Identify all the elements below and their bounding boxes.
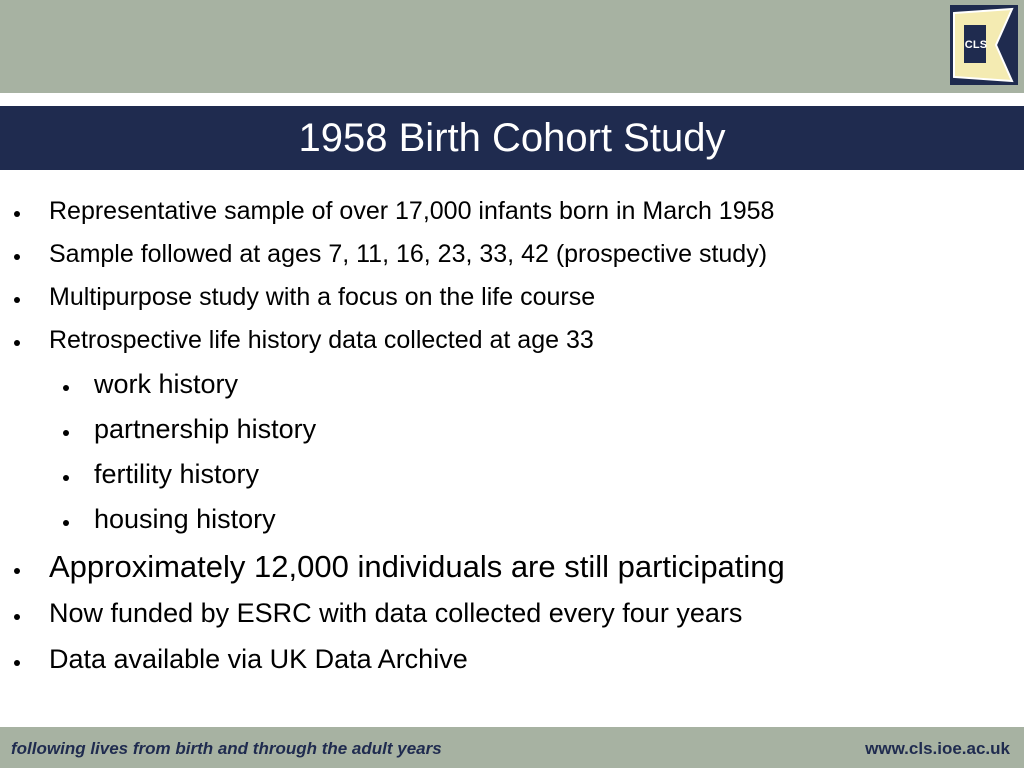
sub-bullet-item [0, 368, 1024, 408]
sub-bullet-text: fertility history [94, 459, 260, 489]
bullet-text: Retrospective life history data collected at age 33 [49, 326, 594, 354]
sub-bullet-item [0, 458, 1024, 498]
bullet-text: Now funded by ESRC with data collected every four years [49, 598, 743, 628]
bullet-dot [14, 614, 20, 620]
bullet-dot [14, 340, 20, 346]
bullet-item [0, 239, 1024, 279]
bullet-text: Multipurpose study with a focus on the life course [49, 283, 596, 311]
footer-tagline: following lives from birth and through the adult years [11, 739, 442, 758]
sub-bullet-text: housing history [94, 504, 276, 534]
logo-text: CLS [964, 39, 988, 51]
bullet-item [0, 597, 1024, 637]
sub-bullet-item [0, 503, 1024, 543]
bullet-item [0, 549, 1024, 589]
bullet-item [0, 196, 1024, 236]
bullet-dot [14, 660, 20, 666]
bullet-text: Data available via UK Data Archive [49, 644, 468, 674]
sub-bullet-text: work history [94, 369, 239, 399]
bullet-dot [63, 385, 69, 391]
bullet-dot [63, 430, 69, 436]
bullet-dot [14, 254, 20, 260]
bullet-dot [14, 211, 20, 217]
bullet-item [0, 282, 1024, 322]
bullet-item [0, 325, 1024, 365]
sub-bullet-item [0, 413, 1024, 453]
bullet-text: Approximately 12,000 individuals are still participating [49, 549, 785, 584]
bullet-text: Sample followed at ages 7, 11, 16, 23, 33, 42 (prospective study) [49, 240, 768, 268]
bullet-dot [14, 568, 20, 574]
bullet-item [0, 643, 1024, 683]
footer-url[interactable]: www.cls.ioe.ac.uk [865, 739, 1010, 758]
sub-bullet-text: partnership history [94, 414, 317, 444]
bullet-dot [14, 297, 20, 303]
slide-title: 1958 Birth Cohort Study [298, 116, 726, 160]
bullet-text: Representative sample of over 17,000 infants born in March 1958 [49, 197, 775, 225]
footer-band [0, 727, 1024, 768]
bullet-dot [63, 520, 69, 526]
bullet-dot [63, 475, 69, 481]
